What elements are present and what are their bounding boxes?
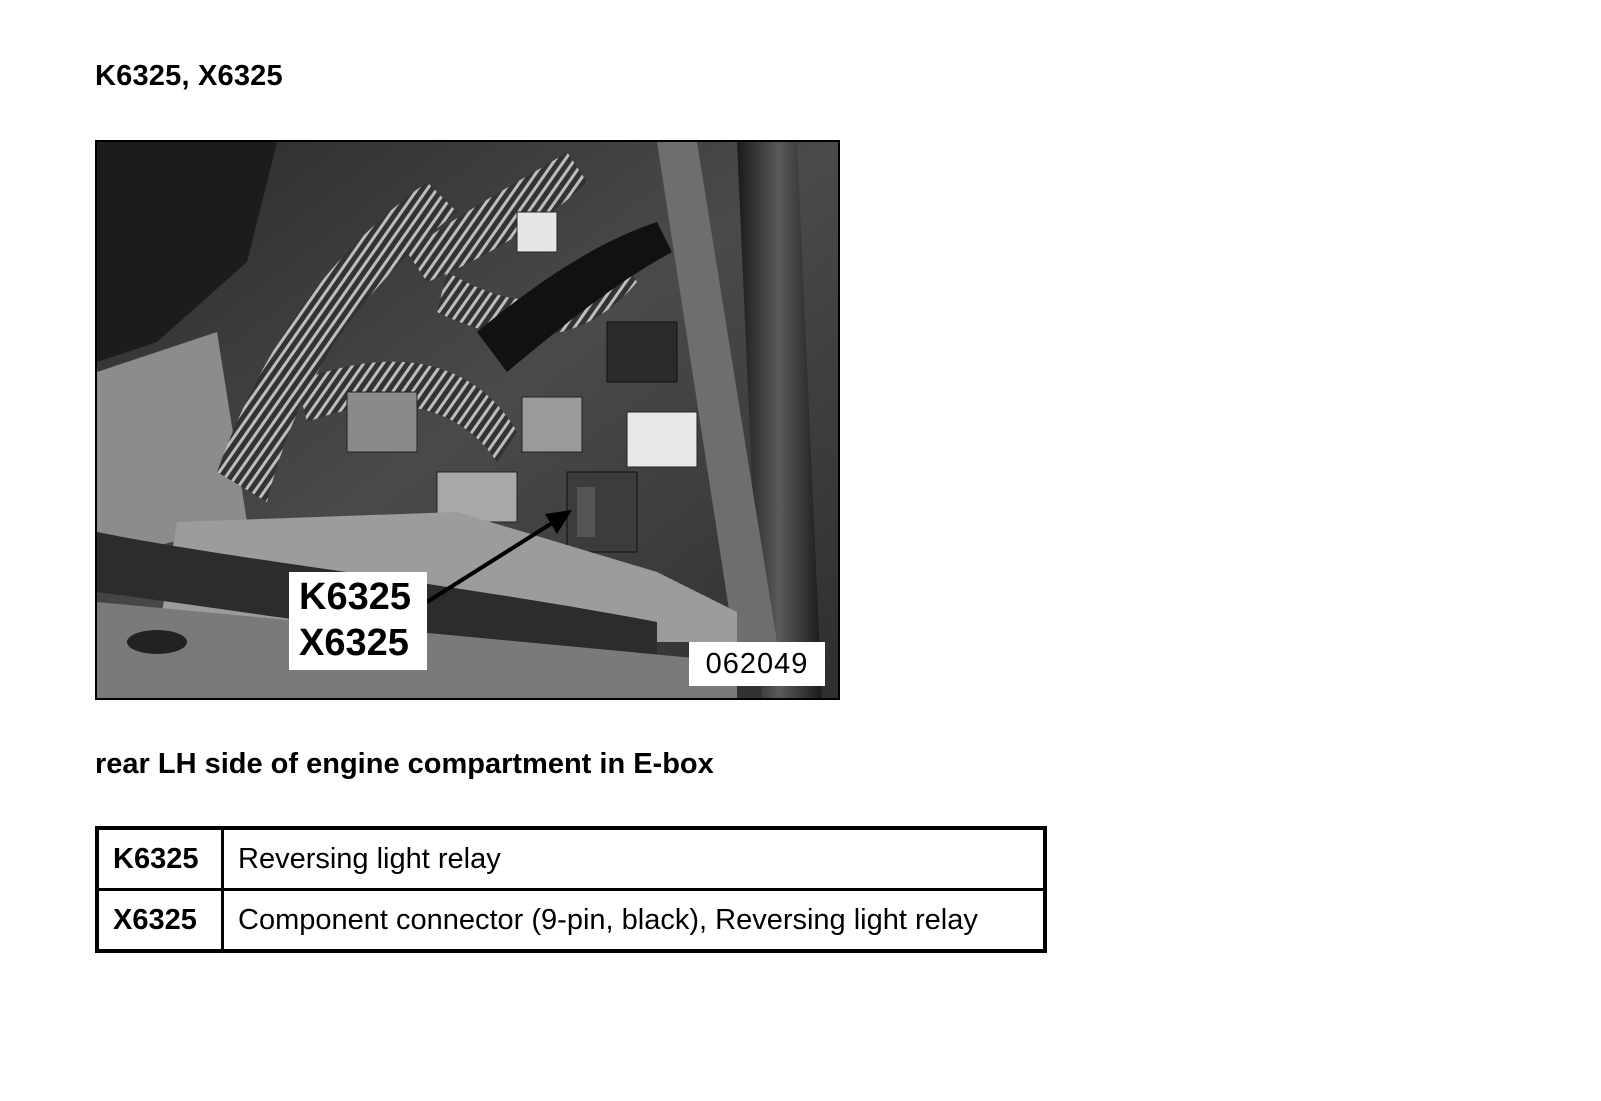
table-row: [97, 890, 1045, 952]
component-code: X6325: [97, 890, 223, 952]
location-caption: rear LH side of engine compartment in E-box: [95, 748, 714, 780]
photo-callout-label: [289, 572, 427, 670]
engine-compartment-photo: [95, 140, 840, 700]
page-title: K6325, X6325: [95, 60, 283, 92]
callout-connector-code: X6325: [299, 622, 409, 664]
component-code: K6325: [97, 828, 223, 890]
image-number: 062049: [689, 642, 825, 686]
photo-illustration: [97, 142, 840, 700]
table-row: [97, 828, 1045, 890]
component-description: Reversing light relay: [223, 828, 1046, 890]
component-legend-table: [95, 826, 1047, 953]
component-description: Component connector (9-pin, black), Reversing light relay: [223, 890, 1046, 952]
callout-relay-code: K6325: [299, 576, 411, 618]
